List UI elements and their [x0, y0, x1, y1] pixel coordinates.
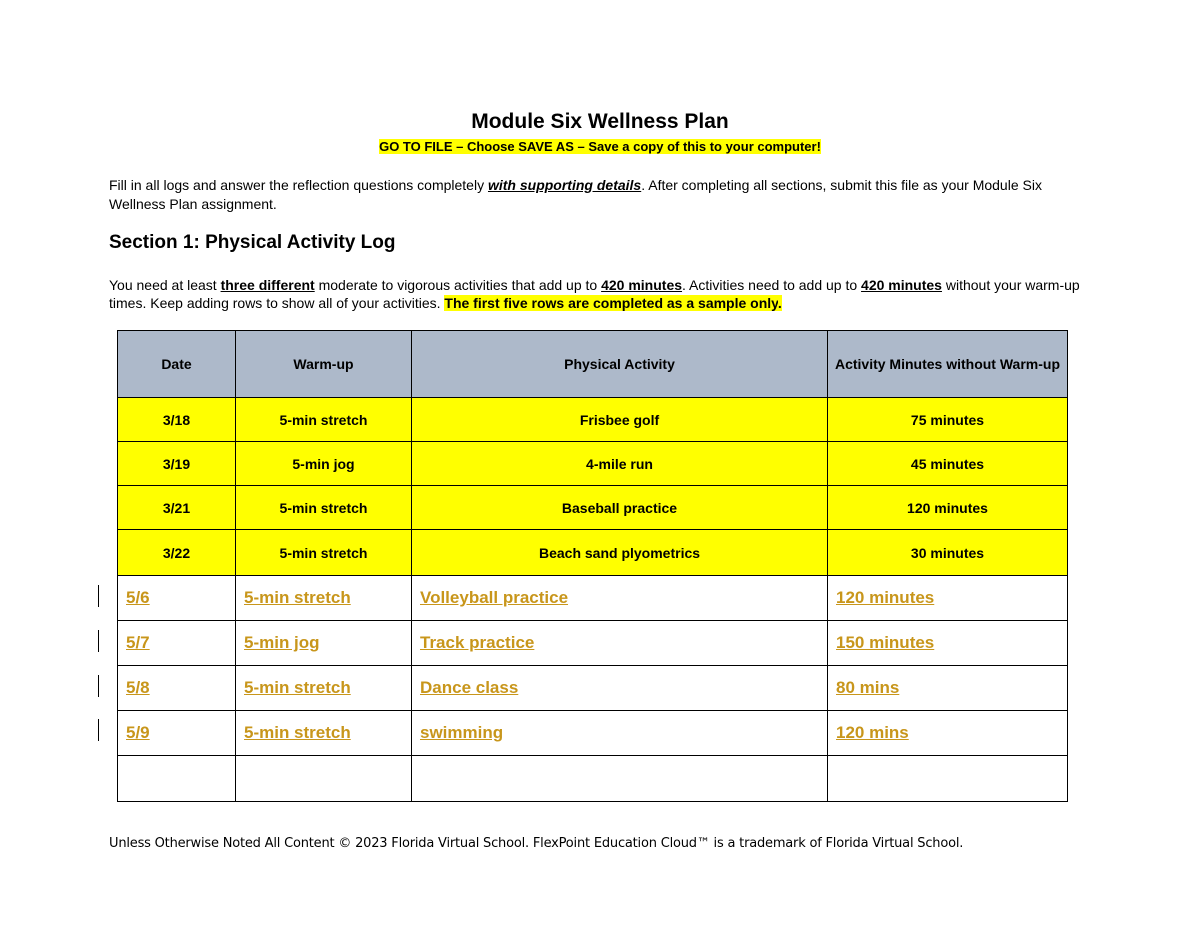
save-instruction [0, 139, 1200, 154]
date-cell[interactable]: 3/22 [118, 530, 236, 576]
entry-row [118, 576, 1068, 621]
instr-text-1: You need at least [109, 277, 221, 293]
warmup-cell[interactable]: 5-min jog [236, 621, 412, 666]
copyright-footer: Unless Otherwise Noted All Content © 2023 Florida Virtual School. FlexPoint Education Cloud™ is a trademark of Florida Virtual School. [109, 836, 964, 851]
sample-row [118, 486, 1068, 530]
empty-date-cell[interactable] [118, 756, 236, 802]
warmup-cell[interactable]: 5-min stretch [236, 486, 412, 530]
date-cell[interactable]: 5/9 [118, 711, 236, 756]
warmup-cell[interactable]: 5-min jog [236, 442, 412, 486]
instr-text-5: . [777, 295, 782, 311]
date-cell[interactable]: 3/21 [118, 486, 236, 530]
warmup-cell[interactable]: 5-min stretch [236, 666, 412, 711]
activity-cell[interactable]: swimming [412, 711, 828, 756]
minutes-cell[interactable]: 75 minutes [828, 398, 1068, 442]
intro-emphasis: with supporting details [487, 177, 642, 193]
minutes-cell[interactable]: 120 mins [828, 711, 1068, 756]
date-cell[interactable]: 3/18 [118, 398, 236, 442]
intro-text-2: . After completing all sections, submit this file as your Module Six Wellness Plan assignment. [109, 177, 1042, 212]
intro-text-1: Fill in all logs and answer the reflection questions completely [109, 177, 488, 193]
warmup-cell[interactable]: 5-min stretch [236, 530, 412, 576]
save-instruction-text: GO TO FILE – Choose SAVE AS – Save a copy of this to your computer! [379, 139, 821, 154]
date-cell[interactable]: 5/7 [118, 621, 236, 666]
date-cell[interactable]: 5/8 [118, 666, 236, 711]
intro-paragraph [109, 176, 1089, 214]
activity-cell[interactable]: Frisbee golf [412, 398, 828, 442]
table-header-row [118, 331, 1068, 398]
change-bar-marker [98, 585, 99, 607]
activity-cell[interactable]: Beach sand plyometrics [412, 530, 828, 576]
entry-row [118, 666, 1068, 711]
warmup-cell[interactable]: 5-min stretch [236, 398, 412, 442]
sample-row [118, 442, 1068, 486]
activity-log-table [117, 330, 1068, 802]
activity-cell[interactable]: Track practice [412, 621, 828, 666]
minutes-cell[interactable]: 45 minutes [828, 442, 1068, 486]
minutes-cell[interactable]: 120 minutes [828, 486, 1068, 530]
change-bar-marker [98, 675, 99, 697]
date-cell[interactable]: 5/6 [118, 576, 236, 621]
header-warmup: Warm-up [236, 331, 412, 398]
entry-row [118, 621, 1068, 666]
empty-activity-cell[interactable] [412, 756, 828, 802]
empty-minutes-cell[interactable] [828, 756, 1068, 802]
empty-row [118, 756, 1068, 802]
date-cell[interactable]: 3/19 [118, 442, 236, 486]
page-title: Module Six Wellness Plan [471, 110, 729, 133]
instr-highlight: The first five rows are completed as a sample only [444, 295, 778, 311]
activity-cell[interactable]: Volleyball practice [412, 576, 828, 621]
header-activity: Physical Activity [412, 331, 828, 398]
empty-warmup-cell[interactable] [236, 756, 412, 802]
instr-bold-1: three different [220, 277, 315, 293]
minutes-cell[interactable]: 120 minutes [828, 576, 1068, 621]
sample-row [118, 398, 1068, 442]
change-bar-marker [98, 719, 99, 741]
header-minutes: Activity Minutes without Warm-up [828, 331, 1068, 398]
activity-cell[interactable]: Baseball practice [412, 486, 828, 530]
change-bar-marker [98, 630, 99, 652]
entry-row [118, 711, 1068, 756]
activity-cell[interactable]: 4-mile run [412, 442, 828, 486]
activity-cell[interactable]: Dance class [412, 666, 828, 711]
minutes-cell[interactable]: 80 mins [828, 666, 1068, 711]
sample-row [118, 530, 1068, 576]
minutes-cell[interactable]: 30 minutes [828, 530, 1068, 576]
warmup-cell[interactable]: 5-min stretch [236, 576, 412, 621]
instr-text-3: . Activities need to add up to [682, 277, 862, 293]
instr-text-2: moderate to vigorous activities that add up to [314, 277, 602, 293]
instructions-paragraph [109, 276, 1089, 312]
section-heading: Section 1: Physical Activity Log [109, 232, 396, 253]
warmup-cell[interactable]: 5-min stretch [236, 711, 412, 756]
header-date: Date [118, 331, 236, 398]
instr-bold-2: 420 minutes [601, 277, 683, 293]
instr-text-4: without your warm-up times. Keep adding rows to show all of your activities. [109, 277, 1080, 311]
minutes-cell[interactable]: 150 minutes [828, 621, 1068, 666]
instr-bold-3: 420 minutes [861, 277, 942, 293]
